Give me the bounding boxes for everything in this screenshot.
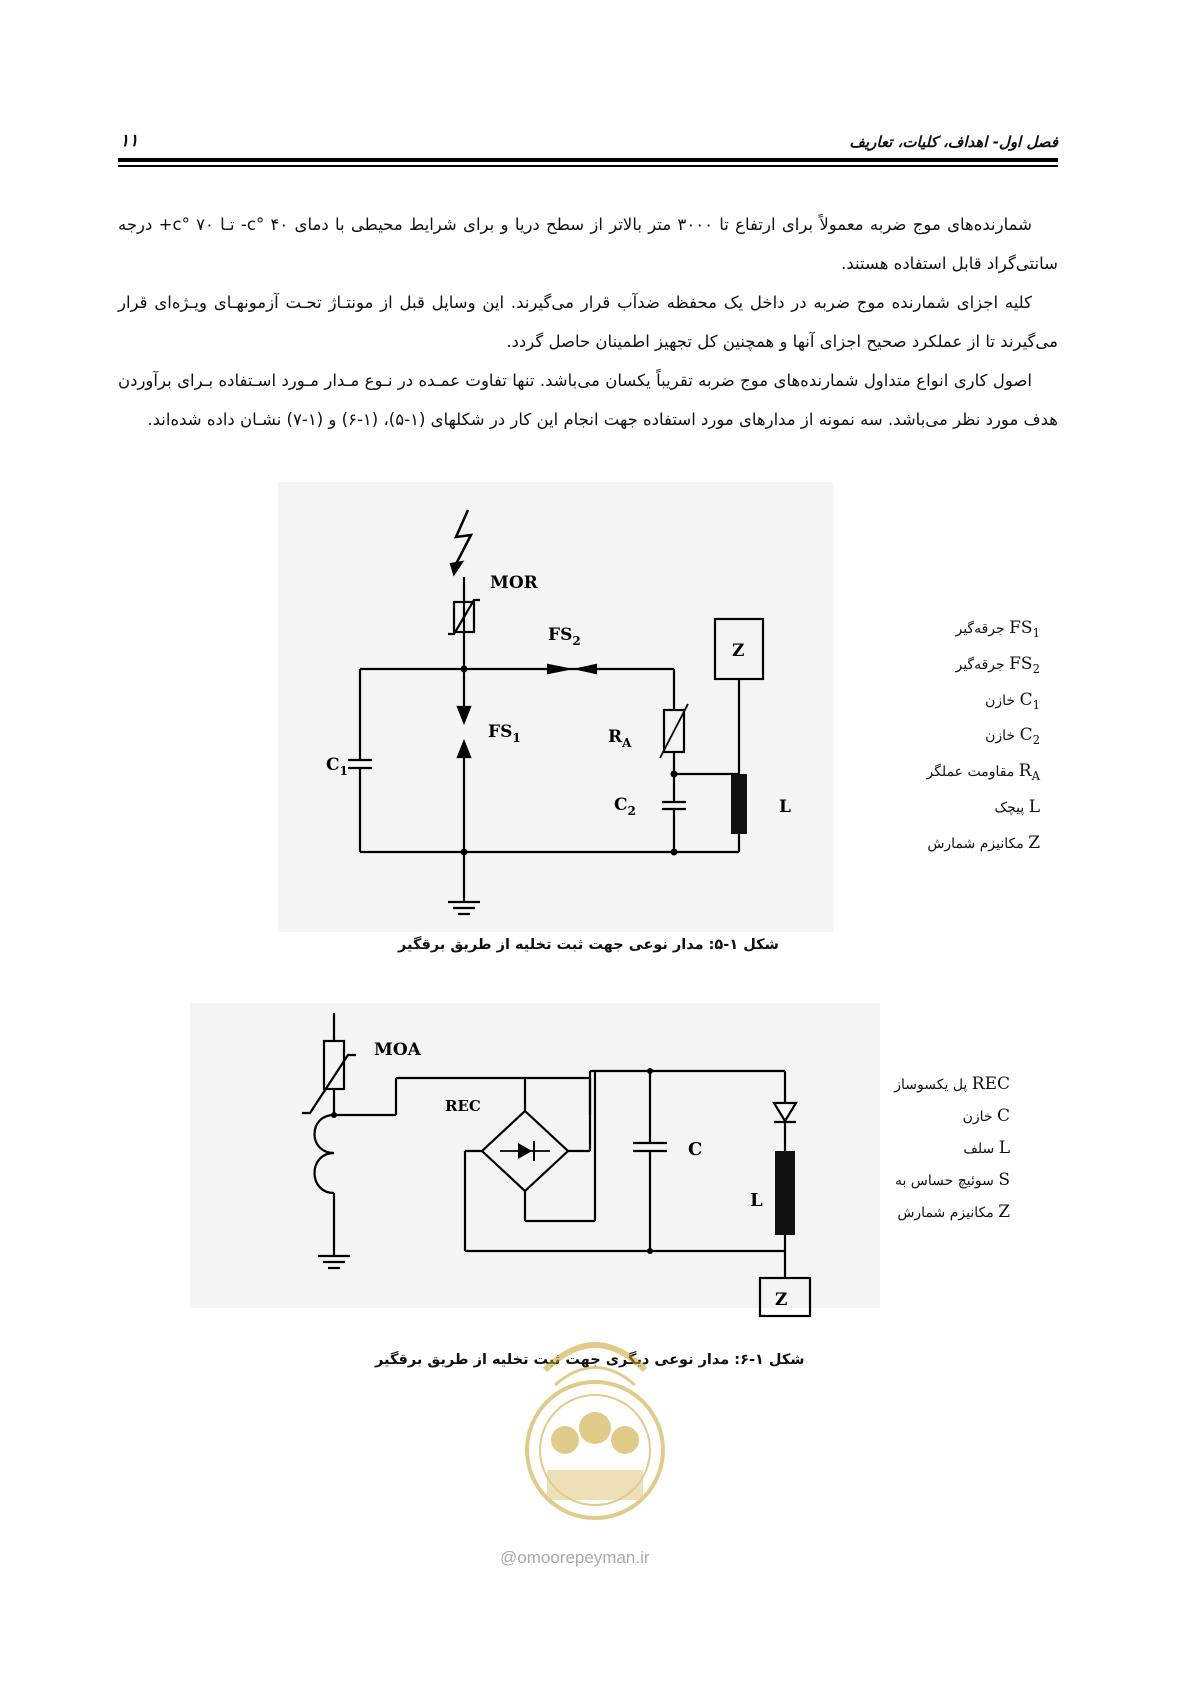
label-ra: $R_A$ [608, 727, 632, 750]
label-fs1: $FS_1$ [488, 722, 521, 745]
page-number: ۱۱ [120, 131, 139, 151]
label-c2: $C_2$ [614, 795, 636, 818]
legend-item: Z مکانیزم شمارش [927, 832, 1040, 853]
legend-item: C خازن [962, 1106, 1010, 1126]
header-rule-thin [118, 165, 1058, 167]
figure-2-circuit [190, 1003, 890, 1343]
chapter-title: فصل اول- اهداف، کلیات، تعاریف [849, 133, 1058, 151]
inductor-core [731, 774, 747, 834]
legend-item: $C_1$ خازن [985, 689, 1040, 712]
figure-1-legend [926, 613, 1040, 864]
label-moa: MOA [374, 1040, 421, 1060]
paragraph-3: اصول کاری انواع متداول شمارنده‌های موج ضربه تقریباً یکسان می‌باشد. تنها تفاوت عمـده در نـوع مـدار مـورد اسـتفاده بـرای برآوردن هدف مورد نظر می‌باشد. سه نمونه از مدارهای مورد استفاده جهت انجام این کار در شکلهای (۱-۵)، (۱-۶) و (۱-۷) نشـان داده شده‌اند. [118, 371, 1058, 429]
label-c: C [688, 1139, 703, 1160]
label-z: Z [775, 1290, 788, 1310]
label-c1: $C_1$ [326, 755, 348, 778]
legend-item: L سلف [963, 1138, 1010, 1158]
figure-1-caption: شکل ۱-۵: مدار نوعی جهت ثبت تخلیه از طریق برقگیر [398, 937, 779, 953]
legend-item: $R_A$ مقاومت عملگر [926, 761, 1040, 783]
figure-2-legend [894, 1069, 1010, 1229]
label-rec: REC [445, 1097, 481, 1115]
legend-item: $FS_1$ جرقه‌گیر [955, 618, 1040, 640]
legend-item: L پیچک [994, 796, 1040, 817]
legend-item: $FS_2$ جرقه‌گیر [955, 653, 1040, 676]
legend-item: S سوئیچ حساس به [894, 1170, 1010, 1190]
paragraph-1: شمارنده‌های موج ضربه معمولاً برای ارتفاع تا ۳۰۰۰ متر بالاتر از سطح دریا و برای شرایط محیطی با دمای c° ۴۰- تـا c° ۷۰+ درجه سانتی‌گراد قابل استفاده هستند. [118, 215, 1058, 273]
label-l: L [779, 797, 791, 817]
inductor-core [775, 1151, 795, 1235]
watermark-logo-icon [485, 1310, 705, 1530]
paragraph-2: کلیه اجزای شمارنده موج ضربه در داخل یک محفظه ضدآب قرار می‌گیرند. این وسایل قبل از مونتـاژ تحـت آزمونهـای ویـژه‌ای قرار می‌گیرند تا از عملکرد صحیح اجزای آنها و همچنین کل تجهیز اطمینان حاصل گردد. [118, 293, 1058, 351]
label-mor: MOR [490, 573, 538, 593]
body-text [118, 205, 1058, 439]
legend-item: REC پل یکسوساز [894, 1074, 1010, 1094]
legend-item: Z مکانیزم شمارش [897, 1202, 1010, 1222]
label-z: Z [732, 641, 745, 661]
legend-item: $C_2$ خازن [985, 725, 1040, 748]
figure-2-caption: شکل ۱-۶: مدار نوعی دیگری جهت ثبت تخلیه از طریق برقگیر [375, 1352, 805, 1368]
label-l: L [750, 1190, 763, 1211]
label-fs2: $FS_2$ [548, 625, 581, 648]
header-rule-thick [118, 158, 1058, 162]
watermark-site: @omoorepeyman.ir [500, 1548, 650, 1567]
figure-1-circuit [278, 482, 833, 932]
